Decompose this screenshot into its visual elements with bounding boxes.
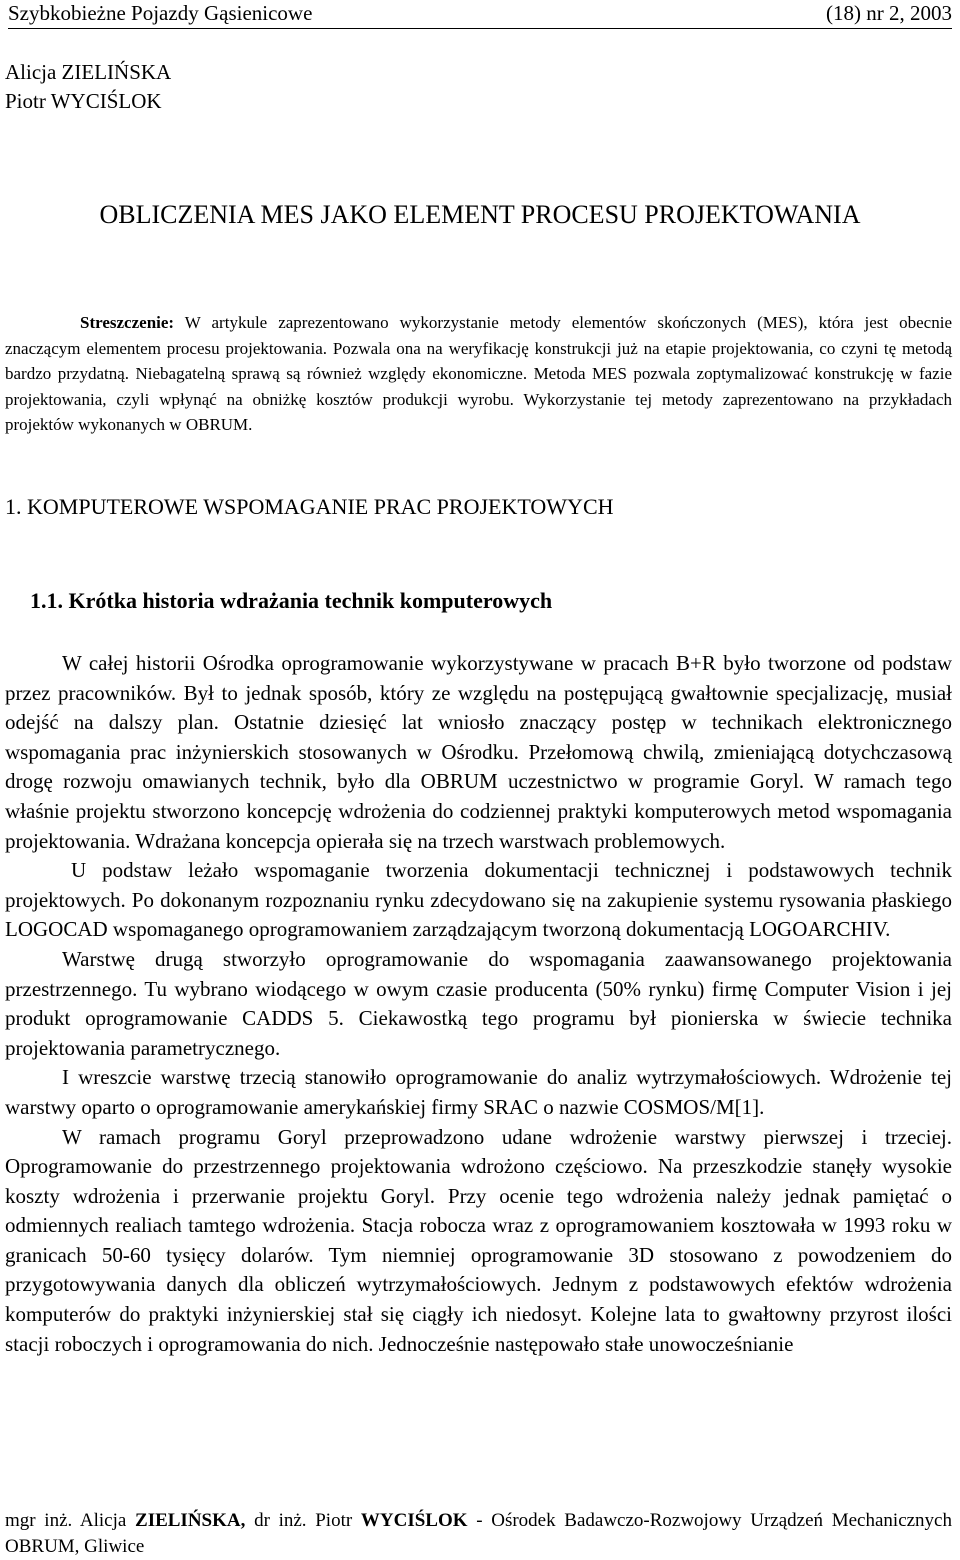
footnote-text: dr inż. Piotr xyxy=(245,1510,361,1531)
subsection-title: Krótka historia wdrażania technik komputerowych xyxy=(68,588,553,613)
author-list xyxy=(5,58,171,116)
body-paragraph: W ramach programu Goryl przeprowadzono udane wdrożenie warstwy pierwszej i trzeciej. Oprogramowanie do przestrzennego projektowania wdrożono częściowo. Na przeszkodzie stanęły wysokie koszty wdrożenia i przerwanie projektu Goryl. Przy ocenie tego wdrożenia należy jednak pamiętać o odmiennych realiach tamtego wdrożenia. Stacja robocza wraz z oprogramowaniem kosztowała w 1993 roku w granicach 50-60 tysięcy dolarów. Tym niemniej oprogramowanie 3D stosowano z powodzeniem do przygotowywania danych dla obliczeń wytrzymałościowych. Jednym z podstawowych efektów wdrożenia komputerów do praktyki inżynierskiej stał się ciągły ich niedosyt. Kolejne lata to gwałtowny przyrost ilości stacji roboczych i oprogramowania do nich. Jednocześnie następowało stałe unowocześnianie xyxy=(5,1124,952,1356)
author-affiliation-footnote xyxy=(5,1508,952,1560)
body-paragraph: W całej historii Ośrodka oprogramowanie wykorzystywane w pracach B+R było tworzone od podstaw przez pracowników. Był to jednak sposób, który ze względu na postępującą gwałtownie specjalizację, musiał odejść na dalszy plan. Ostatnie dziesięć lat wniosło znaczący postęp w technikach elektronicznego wspomagania prac inżynierskich stosowanych w Ośrodku. Przełomową chwilą, zmieniającą dotychczasową drogę rozwoju omawianych technik, było dla OBRUM uczestnictwo w programie Goryl. W ramach tego właśnie projektu stworzono koncepcję wdrożenia do codziennej praktyki komputerowych metod wspomagania projektowania. Wdrażana koncepcja opierała się na trzech warstwach problemowych. xyxy=(5,651,952,853)
body-paragraph: I wreszcie warstwę trzecią stanowiło oprogramowanie do analiz wytrzymałościowych. Wdrożenie tej warstwy oparto o oprogramowanie amerykańskiej firmy SRAC o nazwie COSMOS/M[1]. xyxy=(5,1065,952,1119)
author-name: Piotr WYCIŚLOK xyxy=(5,89,162,113)
body-paragraph: U podstaw leżało wspomaganie tworzenia dokumentacji technicznej i podstawowych technik projektowych. Po dokonanym rozpoznaniu rynku zdecydowano się na zakupienie systemu rysowania płaskiego LOGOCAD wspomaganego oprogramowaniem zarządzającym tworzoną dokumentacją LOGOARCHIV. xyxy=(5,858,952,942)
subsection-number: 1.1. xyxy=(30,588,63,613)
footnote-author-name: WYCIŚLOK xyxy=(360,1510,468,1531)
abstract xyxy=(5,310,952,438)
issue-number: (18) nr 2, 2003 xyxy=(826,1,952,25)
section-heading: 1. KOMPUTEROWE WSPOMAGANIE PRAC PROJEKTOWYCH xyxy=(5,494,614,519)
footnote-author-name: ZIELIŃSKA, xyxy=(135,1510,246,1531)
body-text xyxy=(5,649,952,1359)
footnote-text: mgr inż. Alicja xyxy=(5,1510,136,1531)
abstract-paragraph xyxy=(5,310,952,438)
running-header xyxy=(8,0,952,29)
paper-title: OBLICZENIA MES JAKO ELEMENT PROCESU PROJEKTOWANIA xyxy=(99,200,861,229)
author-name: Alicja ZIELIŃSKA xyxy=(5,60,172,84)
abstract-text: W artykule zaprezentowano wykorzystanie metody elementów skończonych (MES), która jest obecnie znaczącym elementem procesu projektowania. Pozwala ona na weryfikację konstrukcji już na etapie projektowania, co czyni tę metodą bardzo przydatną. Niebagatelną sprawą są również względy ekonomiczne. Metoda MES pozwala zoptymalizować konstrukcję w fazie projektowania, czyli wpłynąć na obniżkę kosztów produkcji wyrobu. Wykorzystanie tej metody zaprezentowano na przykładach projektów wykonanych w OBRUM. xyxy=(5,313,952,435)
footnote-text: - Ośrodek Badawczo-Rozwojowy Urządzeń Mechanicznych OBRUM, Gliwice xyxy=(5,1510,952,1557)
body-paragraph: Warstwę drugą stworzyło oprogramowanie do wspomagania zaawansowanego projektowania przestrzennego. Tu wybrano wiodącego w owym czasie producenta (50% rynku) firmę Computer Vision i jej produkt oprogramowanie CADDS 5. Ciekawostką tego programu był pionierska w świecie technika projektowania parametrycznego. xyxy=(5,946,952,1060)
subsection-heading xyxy=(5,586,552,616)
journal-name: Szybkobieżne Pojazdy Gąsienicowe xyxy=(8,1,313,25)
abstract-label: Streszczenie: xyxy=(80,313,175,332)
